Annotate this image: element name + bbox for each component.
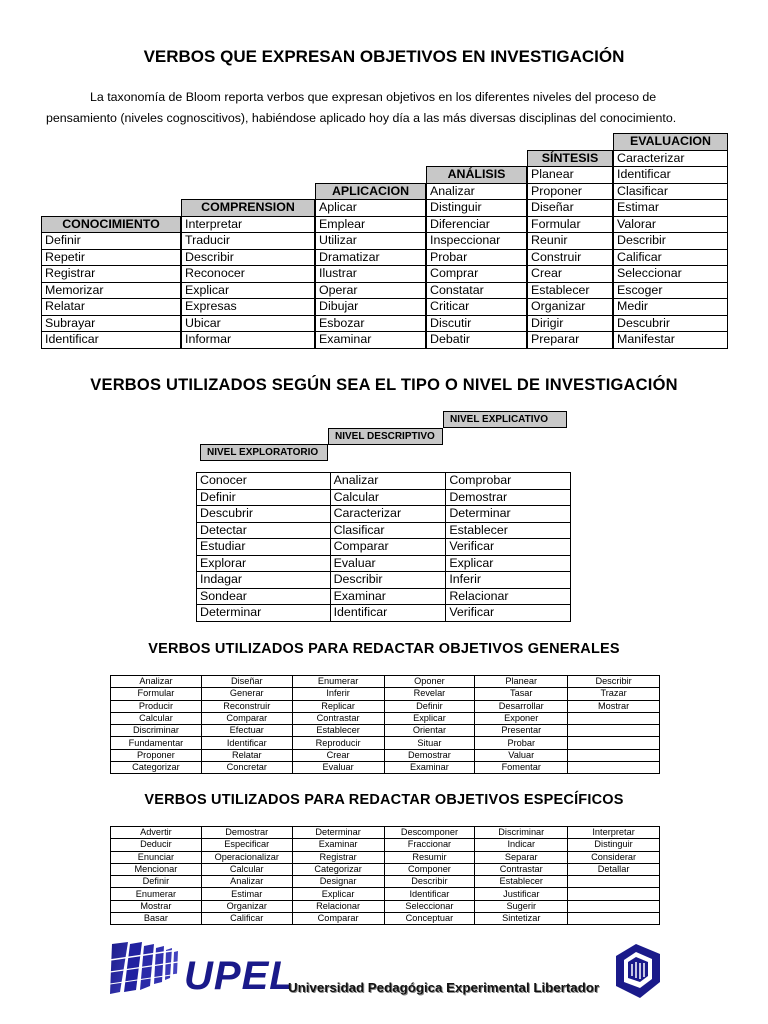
bloom-cell: Ilustrar bbox=[315, 265, 426, 283]
table-cell: Replicar bbox=[292, 700, 384, 712]
bloom-header-3: APLICACION bbox=[315, 183, 426, 201]
table-cell: Producir bbox=[111, 700, 202, 712]
table-cell: Probar bbox=[475, 737, 568, 749]
table-cell: Relacionar bbox=[446, 588, 571, 605]
bloom-cell: Describir bbox=[613, 232, 728, 250]
table-cell: Fraccionar bbox=[384, 839, 475, 851]
bloom-cell: Estimar bbox=[613, 199, 728, 217]
table-cell: Calcular bbox=[111, 712, 202, 724]
table-cell: Describir bbox=[384, 876, 475, 888]
table-cell: Trazar bbox=[568, 688, 660, 700]
table-cell: Analizar bbox=[201, 876, 292, 888]
bloom-cell: Construir bbox=[527, 249, 613, 267]
table-row bbox=[197, 506, 571, 523]
table-cell: Generar bbox=[201, 688, 292, 700]
table-cell: Relatar bbox=[201, 749, 292, 761]
table-cell: Definir bbox=[197, 489, 331, 506]
table-cell: Mencionar bbox=[111, 863, 202, 875]
bloom-cell: Proponer bbox=[527, 183, 613, 201]
table-cell: Identificar bbox=[201, 737, 292, 749]
bloom-header-2: COMPRENSION bbox=[181, 199, 315, 217]
intro-line-2: pensamiento (niveles cognoscitivos), habiéndose aplicado hoy día a las más diversas disciplinas del conocimiento. bbox=[46, 111, 677, 125]
bloom-cell: Dibujar bbox=[315, 298, 426, 316]
table-row bbox=[111, 900, 660, 912]
table-cell: Analizar bbox=[111, 676, 202, 688]
section-title-generales: VERBOS UTILIZADOS PARA REDACTAR OBJETIVOS GENERALES bbox=[148, 641, 620, 657]
bloom-cell: Discutir bbox=[426, 315, 527, 333]
table-cell: Interpretar bbox=[568, 827, 660, 839]
table-row bbox=[111, 839, 660, 851]
table-cell: Explorar bbox=[197, 555, 331, 572]
table-cell: Determinar bbox=[197, 605, 331, 622]
header-nivel-descriptivo: NIVEL DESCRIPTIVO bbox=[328, 428, 443, 445]
bloom-cell: Utilizar bbox=[315, 232, 426, 250]
bloom-cell: Establecer bbox=[527, 282, 613, 300]
table-cell: Detallar bbox=[568, 863, 660, 875]
table-cell: Describir bbox=[330, 572, 446, 589]
table-cell: Comparar bbox=[330, 539, 446, 556]
bloom-cell: Reunir bbox=[527, 232, 613, 250]
table-cell: Determinar bbox=[292, 827, 384, 839]
bloom-cell: Traducir bbox=[181, 232, 315, 250]
table-cell: Calcular bbox=[201, 863, 292, 875]
table-row bbox=[111, 712, 660, 724]
table-cell: Discriminar bbox=[111, 725, 202, 737]
upel-emblem-icon bbox=[614, 942, 662, 1000]
table-cell: Operacionalizar bbox=[201, 851, 292, 863]
table-cell: Demostrar bbox=[446, 489, 571, 506]
bloom-header-6: EVALUACION bbox=[613, 133, 728, 151]
table-cell: Demostrar bbox=[201, 827, 292, 839]
bloom-cell: Formular bbox=[527, 216, 613, 234]
table-cell: Calificar bbox=[201, 913, 292, 925]
bloom-cell: Analizar bbox=[426, 183, 527, 201]
bloom-cell: Diseñar bbox=[527, 199, 613, 217]
table-cell: Tasar bbox=[475, 688, 568, 700]
table-cell: Conocer bbox=[197, 473, 331, 490]
table-cell: Examinar bbox=[292, 839, 384, 851]
bloom-cell: Criticar bbox=[426, 298, 527, 316]
bloom-cell: Explicar bbox=[181, 282, 315, 300]
table-cell: Caracterizar bbox=[330, 506, 446, 523]
table-cell: Deducir bbox=[111, 839, 202, 851]
table-cell: Conceptuar bbox=[384, 913, 475, 925]
bloom-cell: Subrayar bbox=[41, 315, 181, 333]
table-cell: Categorizar bbox=[292, 863, 384, 875]
table-cell: Examinar bbox=[384, 762, 475, 774]
table-cell: Separar bbox=[475, 851, 568, 863]
table-cell: Justificar bbox=[475, 888, 568, 900]
table-cell: Estudiar bbox=[197, 539, 331, 556]
table-cell: Enumerar bbox=[292, 676, 384, 688]
bloom-cell: Ubicar bbox=[181, 315, 315, 333]
table-cell: Categorizar bbox=[111, 762, 202, 774]
table-cell: Relacionar bbox=[292, 900, 384, 912]
table-cell: Describir bbox=[568, 676, 660, 688]
table-row bbox=[111, 863, 660, 875]
table-cell: Proponer bbox=[111, 749, 202, 761]
bloom-cell: Describir bbox=[181, 249, 315, 267]
table-cell: Identificar bbox=[384, 888, 475, 900]
table-row bbox=[197, 572, 571, 589]
table-row bbox=[111, 749, 660, 761]
intro-paragraph bbox=[46, 87, 723, 129]
table-cell: Indagar bbox=[197, 572, 331, 589]
table-row bbox=[197, 539, 571, 556]
section-title-especificos: VERBOS UTILIZADOS PARA REDACTAR OBJETIVOS ESPECÍFICOS bbox=[144, 792, 624, 808]
table-cell: Comparar bbox=[292, 913, 384, 925]
table-cell: Sugerir bbox=[475, 900, 568, 912]
bloom-cell: Definir bbox=[41, 232, 181, 250]
bloom-cell: Memorizar bbox=[41, 282, 181, 300]
bloom-cell: Informar bbox=[181, 331, 315, 349]
bloom-cell: Reconocer bbox=[181, 265, 315, 283]
table-cell: Crear bbox=[292, 749, 384, 761]
table-cell: Resumir bbox=[384, 851, 475, 863]
bloom-cell: Preparar bbox=[527, 331, 613, 349]
bloom-cell: Examinar bbox=[315, 331, 426, 349]
bloom-cell: Escoger bbox=[613, 282, 728, 300]
table-row bbox=[197, 473, 571, 490]
table-row bbox=[111, 876, 660, 888]
table-cell: Inferir bbox=[446, 572, 571, 589]
bloom-cell: Medir bbox=[613, 298, 728, 316]
table-cell: Explicar bbox=[384, 712, 475, 724]
table-cell bbox=[568, 725, 660, 737]
bloom-cell: Aplicar bbox=[315, 199, 426, 217]
table-cell: Descubrir bbox=[197, 506, 331, 523]
table-cell: Reconstruir bbox=[201, 700, 292, 712]
table-cell: Establecer bbox=[446, 522, 571, 539]
table-row bbox=[197, 588, 571, 605]
table-cell: Organizar bbox=[201, 900, 292, 912]
table-cell: Reproducir bbox=[292, 737, 384, 749]
table-row bbox=[111, 688, 660, 700]
page-title: VERBOS QUE EXPRESAN OBJETIVOS EN INVESTIGACIÓN bbox=[143, 47, 625, 66]
bloom-header-4: ANÁLISIS bbox=[426, 166, 527, 184]
bloom-cell: Expresas bbox=[181, 298, 315, 316]
bloom-header-1: CONOCIMIENTO bbox=[41, 216, 181, 234]
header-nivel-explicativo: NIVEL EXPLICATIVO bbox=[443, 411, 567, 428]
bloom-cell: Operar bbox=[315, 282, 426, 300]
table-row bbox=[111, 888, 660, 900]
bloom-cell: Seleccionar bbox=[613, 265, 728, 283]
table-cell: Identificar bbox=[330, 605, 446, 622]
table-cell: Explicar bbox=[446, 555, 571, 572]
table-cell: Estimar bbox=[201, 888, 292, 900]
university-name: Universidad Pedagógica Experimental Libertador bbox=[288, 980, 600, 995]
table-cell: Enumerar bbox=[111, 888, 202, 900]
bloom-cell: Descubrir bbox=[613, 315, 728, 333]
table-cell: Evaluar bbox=[330, 555, 446, 572]
table-cell: Inferir bbox=[292, 688, 384, 700]
table-cell: Considerar bbox=[568, 851, 660, 863]
table-cell: Exponer bbox=[475, 712, 568, 724]
upel-logo-text: UPEL bbox=[184, 954, 295, 998]
table-cell: Contrastar bbox=[475, 863, 568, 875]
intro-line-1: La taxonomía de Bloom reporta verbos que expresan objetivos en los diferentes niveles del proceso de bbox=[90, 90, 657, 104]
bloom-cell: Emplear bbox=[315, 216, 426, 234]
bloom-cell: Debatir bbox=[426, 331, 527, 349]
table-cell: Enunciar bbox=[111, 851, 202, 863]
table-cell bbox=[568, 749, 660, 761]
table-row bbox=[111, 762, 660, 774]
table-cell: Comprobar bbox=[446, 473, 571, 490]
table-cell: Revelar bbox=[384, 688, 475, 700]
table-cell: Analizar bbox=[330, 473, 446, 490]
table-cell: Establecer bbox=[292, 725, 384, 737]
bloom-cell: Repetir bbox=[41, 249, 181, 267]
table-cell bbox=[568, 737, 660, 749]
bloom-cell: Dirigir bbox=[527, 315, 613, 333]
table-cell: Presentar bbox=[475, 725, 568, 737]
table-cell: Comparar bbox=[201, 712, 292, 724]
table-cell: Diseñar bbox=[201, 676, 292, 688]
bloom-cell: Dramatizar bbox=[315, 249, 426, 267]
table-cell: Mostrar bbox=[568, 700, 660, 712]
table-cell: Seleccionar bbox=[384, 900, 475, 912]
table-cell: Contrastar bbox=[292, 712, 384, 724]
table-cell: Componer bbox=[384, 863, 475, 875]
bloom-cell: Crear bbox=[527, 265, 613, 283]
table-cell bbox=[568, 762, 660, 774]
upel-stripes-logo bbox=[108, 940, 180, 996]
table-cell: Fomentar bbox=[475, 762, 568, 774]
table-cell: Sondear bbox=[197, 588, 331, 605]
bloom-cell: Relatar bbox=[41, 298, 181, 316]
table-cell: Especificar bbox=[201, 839, 292, 851]
bloom-cell: Organizar bbox=[527, 298, 613, 316]
niveles-table bbox=[196, 472, 571, 622]
table-cell: Designar bbox=[292, 876, 384, 888]
objetivos-especificos-table bbox=[110, 826, 660, 925]
table-cell bbox=[568, 913, 660, 925]
table-cell: Concretar bbox=[201, 762, 292, 774]
table-row bbox=[197, 522, 571, 539]
table-cell: Examinar bbox=[330, 588, 446, 605]
table-cell: Situar bbox=[384, 737, 475, 749]
table-cell: Efectuar bbox=[201, 725, 292, 737]
table-cell: Discriminar bbox=[475, 827, 568, 839]
bloom-cell: Interpretar bbox=[181, 216, 315, 234]
bloom-cell: Planear bbox=[527, 166, 613, 184]
table-cell bbox=[568, 900, 660, 912]
bloom-cell: Diferenciar bbox=[426, 216, 527, 234]
table-row bbox=[197, 555, 571, 572]
bloom-cell: Registrar bbox=[41, 265, 181, 283]
table-cell bbox=[568, 712, 660, 724]
bloom-cell: Esbozar bbox=[315, 315, 426, 333]
table-cell: Formular bbox=[111, 688, 202, 700]
bloom-cell: Distinguir bbox=[426, 199, 527, 217]
bloom-cell: Manifestar bbox=[613, 331, 728, 349]
table-cell: Explicar bbox=[292, 888, 384, 900]
table-cell: Detectar bbox=[197, 522, 331, 539]
bloom-cell: Clasificar bbox=[613, 183, 728, 201]
table-cell: Calcular bbox=[330, 489, 446, 506]
table-cell: Desarrollar bbox=[475, 700, 568, 712]
table-cell: Basar bbox=[111, 913, 202, 925]
table-row bbox=[111, 913, 660, 925]
table-cell: Registrar bbox=[292, 851, 384, 863]
table-cell: Determinar bbox=[446, 506, 571, 523]
table-row bbox=[111, 725, 660, 737]
table-cell: Demostrar bbox=[384, 749, 475, 761]
table-row bbox=[111, 700, 660, 712]
bloom-cell: Caracterizar bbox=[613, 150, 728, 168]
bloom-cell: Constatar bbox=[426, 282, 527, 300]
table-cell: Verificar bbox=[446, 539, 571, 556]
bloom-cell: Inspeccionar bbox=[426, 232, 527, 250]
table-cell: Definir bbox=[384, 700, 475, 712]
table-cell: Valuar bbox=[475, 749, 568, 761]
table-row bbox=[197, 605, 571, 622]
bloom-cell: Identificar bbox=[613, 166, 728, 184]
objetivos-generales-table bbox=[110, 675, 660, 774]
table-cell: Distinguir bbox=[568, 839, 660, 851]
table-cell bbox=[568, 876, 660, 888]
bloom-cell: Probar bbox=[426, 249, 527, 267]
table-row bbox=[197, 489, 571, 506]
table-row bbox=[111, 676, 660, 688]
section-title-niveles: VERBOS UTILIZADOS SEGÚN SEA EL TIPO O NIVEL DE INVESTIGACIÓN bbox=[90, 376, 678, 394]
bloom-cell: Calificar bbox=[613, 249, 728, 267]
header-nivel-exploratorio: NIVEL EXPLORATORIO bbox=[200, 444, 328, 461]
table-cell: Sintetizar bbox=[475, 913, 568, 925]
table-row bbox=[111, 851, 660, 863]
table-cell: Definir bbox=[111, 876, 202, 888]
table-cell: Mostrar bbox=[111, 900, 202, 912]
table-cell: Fundamentar bbox=[111, 737, 202, 749]
table-cell: Clasificar bbox=[330, 522, 446, 539]
table-cell: Verificar bbox=[446, 605, 571, 622]
table-cell bbox=[568, 888, 660, 900]
table-cell: Oponer bbox=[384, 676, 475, 688]
table-cell: Establecer bbox=[475, 876, 568, 888]
bloom-cell: Comprar bbox=[426, 265, 527, 283]
table-cell: Evaluar bbox=[292, 762, 384, 774]
bloom-cell: Identificar bbox=[41, 331, 181, 349]
table-cell: Descomponer bbox=[384, 827, 475, 839]
table-cell: Planear bbox=[475, 676, 568, 688]
bloom-cell: Valorar bbox=[613, 216, 728, 234]
table-row bbox=[111, 827, 660, 839]
bloom-header-5: SÍNTESIS bbox=[527, 150, 613, 168]
table-cell: Orientar bbox=[384, 725, 475, 737]
table-cell: Advertir bbox=[111, 827, 202, 839]
table-row bbox=[111, 737, 660, 749]
table-cell: Indicar bbox=[475, 839, 568, 851]
